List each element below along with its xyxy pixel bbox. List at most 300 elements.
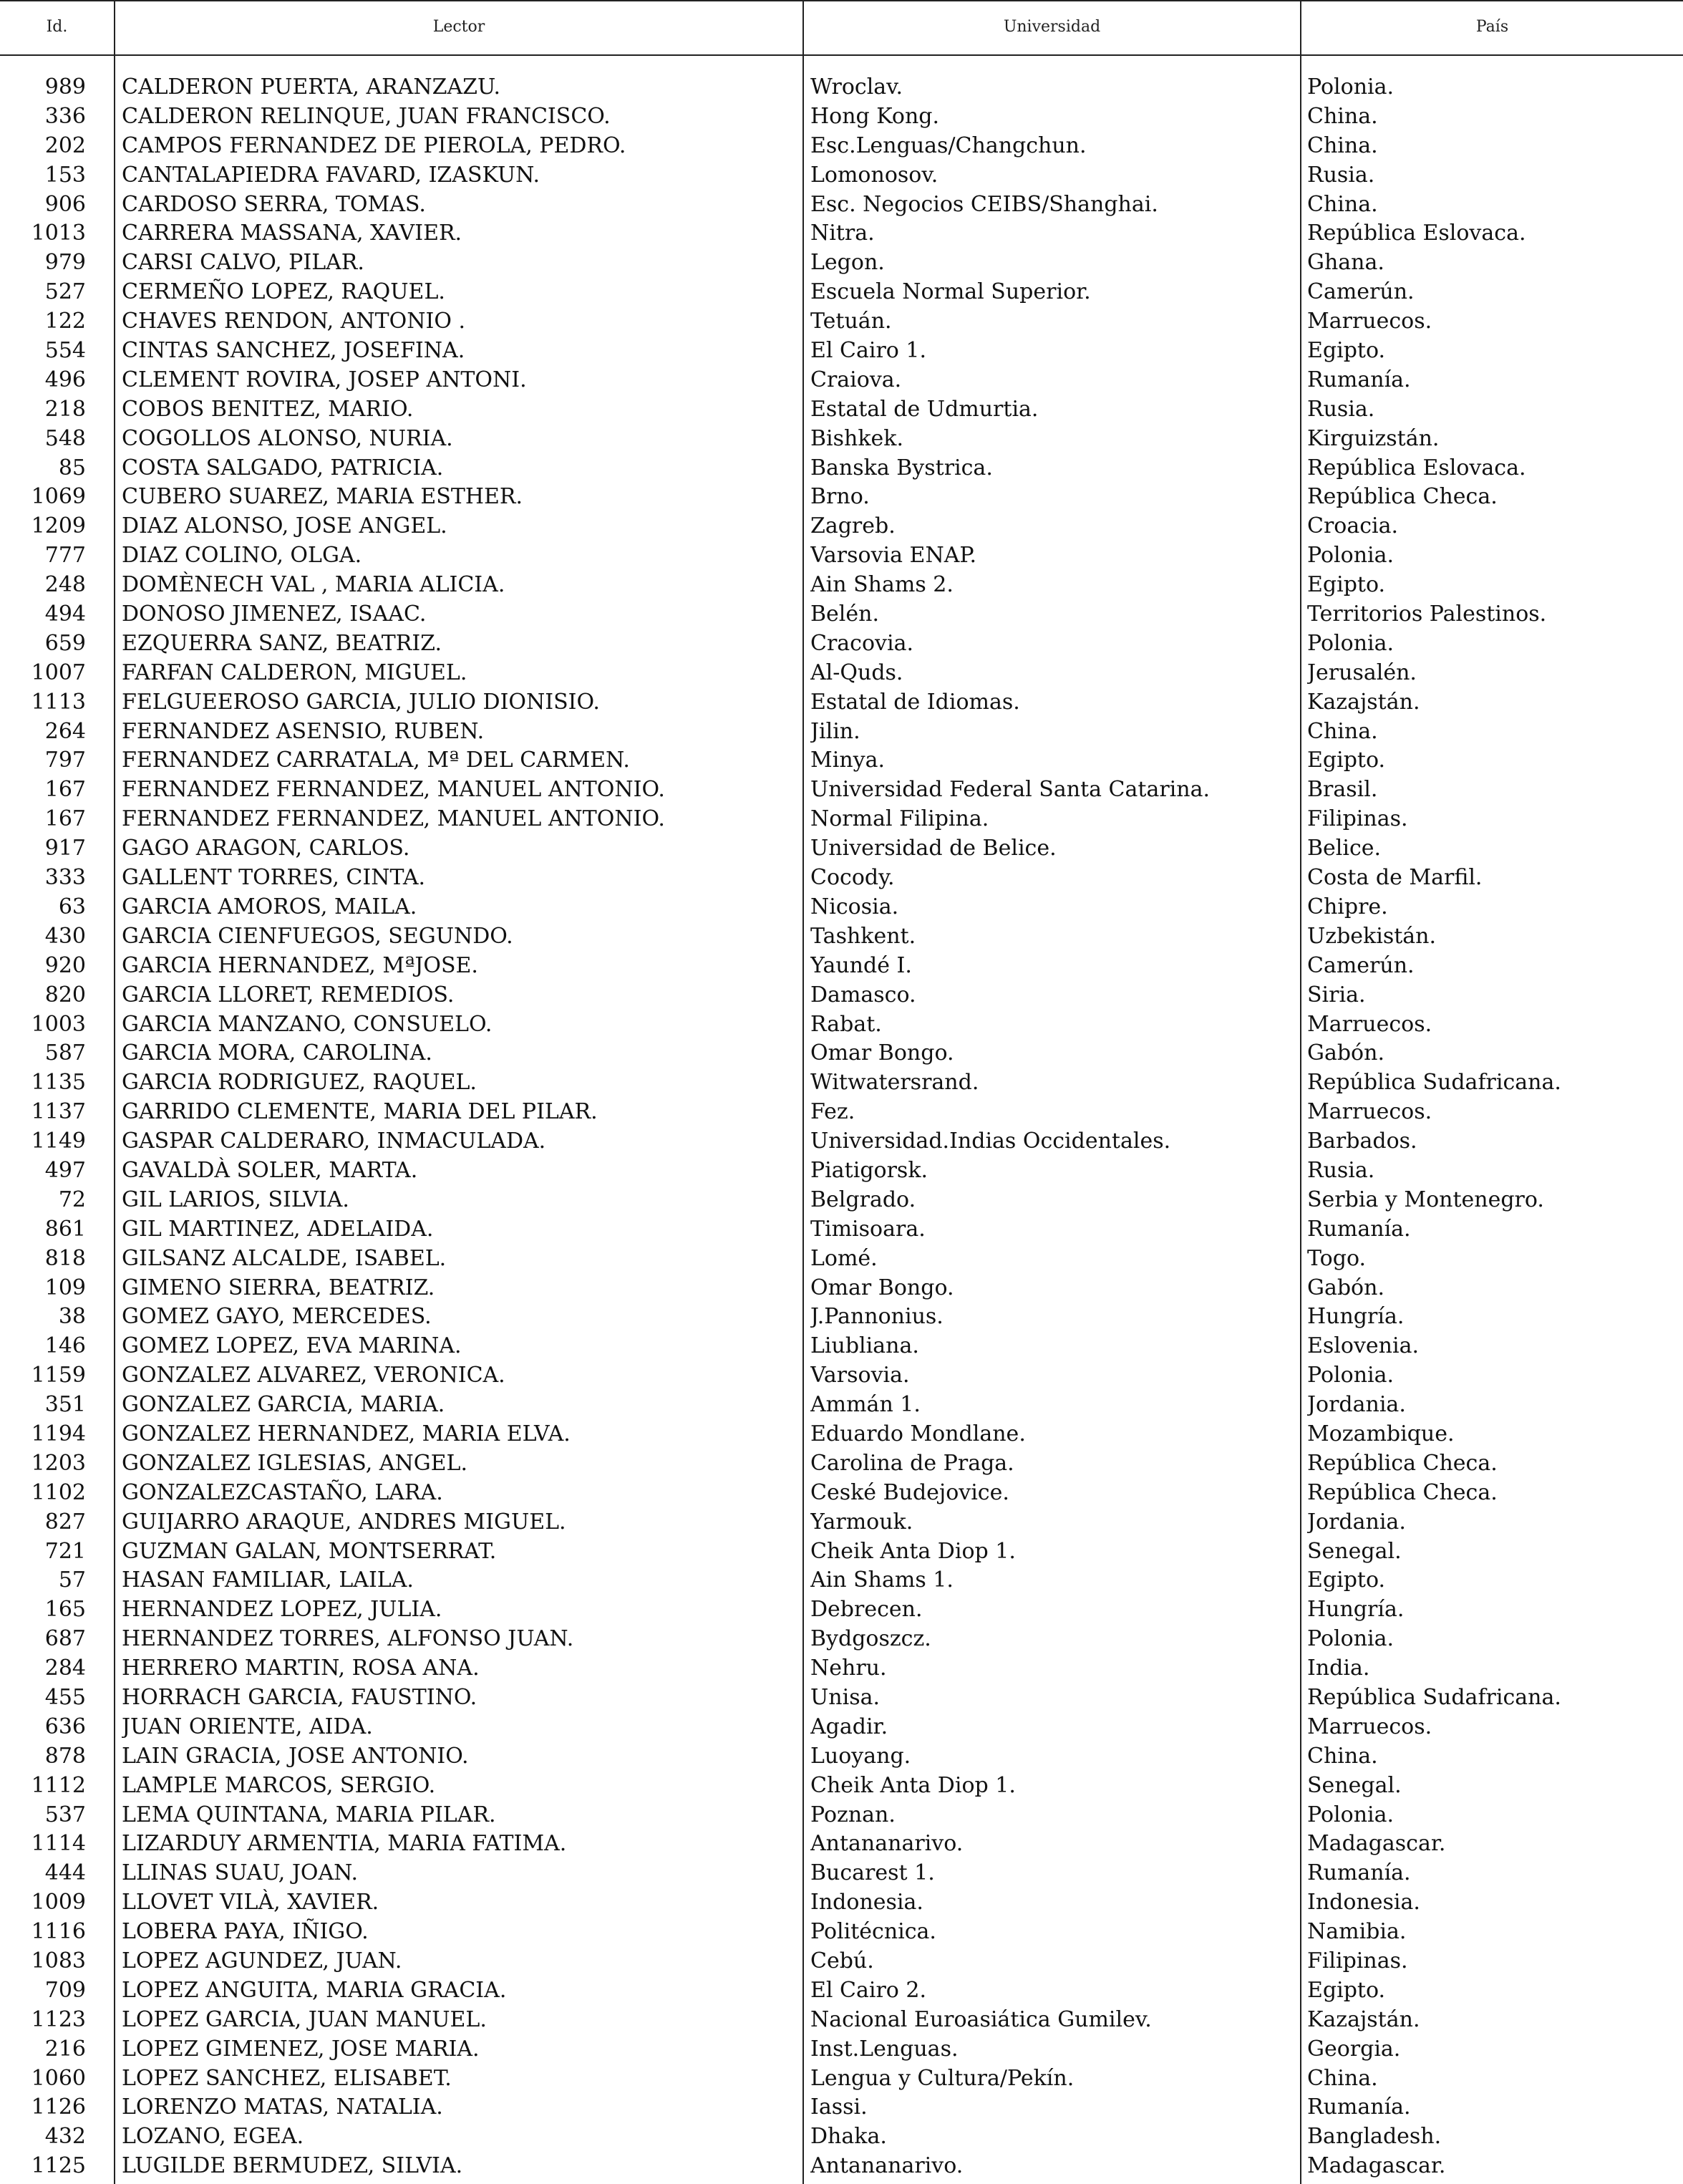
cell-pais: Rumanía. — [1307, 2094, 1411, 2120]
cell-id: 1135 — [31, 1070, 86, 1096]
table-row — [0, 454, 1683, 483]
cell-universidad: Nacional Euroasiática Gumilev. — [810, 2006, 1152, 2032]
cell-universidad: El Cairo 1. — [810, 338, 927, 364]
cell-universidad: Nehru. — [810, 1656, 887, 1681]
cell-id: 820 — [44, 982, 86, 1008]
table-row — [0, 1156, 1683, 1186]
cell-pais: Senegal. — [1307, 1772, 1402, 1798]
cell-lector: CUBERO SUAREZ, MARIA ESTHER. — [122, 484, 523, 510]
table-row — [0, 1479, 1683, 1508]
cell-pais: Madagascar. — [1307, 1831, 1446, 1857]
cell-pais: República Sudafricana. — [1307, 1070, 1561, 1096]
table-row — [0, 1361, 1683, 1391]
cell-id: 72 — [58, 1187, 86, 1212]
table-row — [0, 893, 1683, 922]
cell-universidad: Estatal de Idiomas. — [810, 689, 1020, 715]
table-row — [0, 1391, 1683, 1420]
cell-lector: GASPAR CALDERARO, INMACULADA. — [122, 1129, 546, 1154]
cell-pais: Kirguizstán. — [1307, 425, 1440, 451]
cell-universidad: Bucarest 1. — [810, 1860, 935, 1886]
cell-pais: China. — [1307, 718, 1378, 744]
cell-universidad: Nicosia. — [810, 894, 899, 919]
cell-id: 1203 — [31, 1450, 86, 1476]
cell-pais: República Sudafricana. — [1307, 1684, 1561, 1710]
cell-id: 527 — [44, 279, 86, 305]
cell-id: 777 — [44, 543, 86, 569]
cell-universidad: Omar Bongo. — [810, 1275, 954, 1300]
cell-lector: CALDERON RELINQUE, JUAN FRANCISCO. — [122, 103, 611, 129]
cell-id: 167 — [44, 777, 86, 803]
cell-lector: DIAZ ALONSO, JOSE ANGEL. — [122, 513, 447, 539]
cell-pais: Namibia. — [1307, 1919, 1407, 1945]
cell-lector: GARCIA MORA, CAROLINA. — [122, 1040, 432, 1066]
cell-universidad: Universidad Federal Santa Catarina. — [810, 777, 1211, 803]
cell-pais: China. — [1307, 1743, 1378, 1769]
cell-lector: GOMEZ LOPEZ, EVA MARINA. — [122, 1333, 462, 1359]
cell-universidad: Iassi. — [810, 2094, 868, 2120]
cell-lector: GARCIA MANZANO, CONSUELO. — [122, 1011, 493, 1037]
cell-lector: FELGUEEROSO GARCIA, JULIO DIONISIO. — [122, 689, 600, 715]
cell-id: 1112 — [31, 1772, 86, 1798]
table-body — [0, 73, 1683, 2181]
cell-pais: República Checa. — [1307, 1450, 1498, 1476]
cell-pais: Filipinas. — [1307, 1948, 1408, 1973]
cell-lector: COSTA SALGADO, PATRICIA. — [122, 455, 444, 480]
cell-lector: CHAVES RENDON, ANTONIO . — [122, 309, 466, 334]
table-row — [0, 1566, 1683, 1595]
cell-universidad: Estatal de Udmurtia. — [810, 396, 1039, 422]
header-divider — [0, 54, 1683, 56]
cell-lector: LOZANO, EGEA. — [122, 2124, 304, 2150]
cell-lector: GARCIA HERNANDEZ, MªJOSE. — [122, 952, 478, 978]
table-row — [0, 1830, 1683, 1859]
cell-lector: LEMA QUINTANA, MARIA PILAR. — [122, 1802, 496, 1827]
table-row — [0, 1801, 1683, 1830]
table-row — [0, 483, 1683, 512]
cell-pais: Polonia. — [1307, 1802, 1395, 1827]
cell-lector: GONZALEZ ALVAREZ, VERONICA. — [122, 1363, 505, 1388]
cell-lector: LOPEZ ANGUITA, MARIA GRACIA. — [122, 1977, 507, 2003]
table-row — [0, 688, 1683, 717]
cell-id: 827 — [44, 1509, 86, 1535]
cell-pais: Rusia. — [1307, 162, 1375, 188]
cell-universidad: Omar Bongo. — [810, 1040, 954, 1066]
cell-pais: Senegal. — [1307, 1538, 1402, 1564]
cell-universidad: Tetuán. — [810, 309, 892, 334]
table-row — [0, 1068, 1683, 1098]
cell-id: 1116 — [31, 1919, 86, 1945]
table-row — [0, 1039, 1683, 1068]
cell-pais: China. — [1307, 2065, 1378, 2091]
table-row — [0, 571, 1683, 600]
cell-pais: Filipinas. — [1307, 806, 1408, 832]
cell-universidad: Timisoara. — [810, 1216, 926, 1242]
cell-id: 336 — [44, 103, 86, 129]
cell-pais: Belice. — [1307, 836, 1382, 861]
cell-id: 218 — [44, 396, 86, 422]
table-row — [0, 248, 1683, 278]
cell-id: 906 — [44, 191, 86, 217]
cell-universidad: Liubliana. — [810, 1333, 919, 1359]
header-lector: Lector — [432, 18, 485, 36]
cell-universidad: Wroclav. — [810, 74, 903, 100]
cell-lector: GOMEZ GAYO, MERCEDES. — [122, 1304, 432, 1330]
cell-universidad: Normal Filipina. — [810, 806, 989, 832]
cell-lector: EZQUERRA SANZ, BEATRIZ. — [122, 630, 442, 656]
cell-pais: Jordania. — [1307, 1509, 1406, 1535]
table-row — [0, 307, 1683, 337]
cell-lector: LUGILDE BERMUDEZ, SILVIA. — [122, 2153, 463, 2179]
cell-universidad: Ain Shams 2. — [810, 572, 954, 598]
table-row — [0, 1683, 1683, 1713]
cell-universidad: Banska Bystrica. — [810, 455, 993, 480]
cell-lector: GONZALEZ IGLESIAS, ANGEL. — [122, 1450, 468, 1476]
cell-pais: Kazajstán. — [1307, 2006, 1420, 2032]
cell-id: 202 — [44, 132, 86, 158]
cell-universidad: Craiova. — [810, 367, 902, 392]
cell-universidad: Varsovia ENAP. — [810, 543, 977, 569]
cell-id: 494 — [44, 601, 86, 627]
cell-id: 351 — [44, 1392, 86, 1418]
cell-universidad: Zagreb. — [810, 513, 896, 539]
cell-pais: Territorios Palestinos. — [1307, 601, 1547, 627]
cell-lector: CALDERON PUERTA, ARANZAZU. — [122, 74, 501, 100]
table-row — [0, 1713, 1683, 1742]
cell-id: 284 — [44, 1656, 86, 1681]
table-row — [0, 2122, 1683, 2152]
cell-pais: Ghana. — [1307, 250, 1384, 276]
cell-pais: República Checa. — [1307, 484, 1498, 510]
header-universidad: Universidad — [1003, 18, 1101, 36]
cell-lector: LOPEZ GARCIA, JUAN MANUEL. — [122, 2006, 487, 2032]
cell-id: 721 — [44, 1538, 86, 1564]
cell-id: 1009 — [31, 1890, 86, 1915]
cell-lector: LORENZO MATAS, NATALIA. — [122, 2094, 443, 2120]
cell-universidad: Tashkent. — [810, 923, 916, 949]
table-row — [0, 1332, 1683, 1361]
table-row — [0, 219, 1683, 248]
table-row — [0, 2093, 1683, 2122]
cell-id: 122 — [44, 309, 86, 334]
table-row — [0, 717, 1683, 747]
cell-pais: Mozambique. — [1307, 1421, 1455, 1446]
table-row — [0, 132, 1683, 161]
cell-universidad: Cocody. — [810, 865, 895, 891]
table-row — [0, 1918, 1683, 1947]
cell-id: 38 — [58, 1304, 86, 1330]
cell-universidad: Damasco. — [810, 982, 916, 1008]
cell-universidad: Witwatersrand. — [810, 1070, 979, 1096]
cell-pais: Kazajstán. — [1307, 689, 1420, 715]
cell-pais: Polonia. — [1307, 74, 1395, 100]
cell-id: 920 — [44, 952, 86, 978]
table-row — [0, 1010, 1683, 1040]
cell-lector: LOPEZ GIMENEZ, JOSE MARIA. — [122, 2036, 480, 2062]
cell-pais: Marruecos. — [1307, 1714, 1432, 1739]
table-row — [0, 395, 1683, 425]
cell-pais: Hungría. — [1307, 1304, 1405, 1330]
cell-lector: CAMPOS FERNANDEZ DE PIEROLA, PEDRO. — [122, 132, 626, 158]
cell-id: 57 — [58, 1567, 86, 1593]
cell-id: 430 — [44, 923, 86, 949]
cell-universidad: Luoyang. — [810, 1743, 911, 1769]
cell-pais: Marruecos. — [1307, 1011, 1432, 1037]
table-row — [0, 629, 1683, 659]
cell-pais: Costa de Marfil. — [1307, 865, 1483, 891]
cell-universidad: Ain Shams 1. — [810, 1567, 954, 1593]
cell-pais: Egipto. — [1307, 1567, 1386, 1593]
cell-id: 979 — [44, 250, 86, 276]
cell-lector: CARRERA MASSANA, XAVIER. — [122, 221, 462, 246]
table-row — [0, 366, 1683, 395]
cell-lector: GONZALEZ GARCIA, MARIA. — [122, 1392, 445, 1418]
cell-universidad: Lomonosov. — [810, 162, 938, 188]
header-id: Id. — [46, 18, 68, 36]
cell-id: 333 — [44, 865, 86, 891]
table-row — [0, 1888, 1683, 1918]
cell-universidad: Eduardo Mondlane. — [810, 1421, 1026, 1446]
cell-id: 146 — [44, 1333, 86, 1359]
cell-pais: Marruecos. — [1307, 1099, 1432, 1125]
cell-universidad: Unisa. — [810, 1684, 881, 1710]
table-row — [0, 1303, 1683, 1332]
table-row — [0, 1420, 1683, 1449]
cell-lector: CARSI CALVO, PILAR. — [122, 250, 364, 276]
cell-universidad: Politécnica. — [810, 1919, 936, 1945]
cell-id: 455 — [44, 1684, 86, 1710]
cell-lector: HASAN FAMILIAR, LAILA. — [122, 1567, 414, 1593]
cell-pais: Bangladesh. — [1307, 2124, 1442, 2150]
table-row — [0, 102, 1683, 132]
cell-pais: Siria. — [1307, 982, 1366, 1008]
table-row — [0, 600, 1683, 629]
table-row — [0, 425, 1683, 454]
cell-lector: CLEMENT ROVIRA, JOSEP ANTONI. — [122, 367, 527, 392]
cell-pais: Chipre. — [1307, 894, 1388, 919]
table-row — [0, 746, 1683, 775]
cell-lector: DOMÈNECH VAL , MARIA ALICIA. — [122, 572, 505, 598]
cell-pais: Brasil. — [1307, 777, 1378, 803]
cell-id: 165 — [44, 1597, 86, 1623]
cell-universidad: Legon. — [810, 250, 885, 276]
cell-id: 554 — [44, 338, 86, 364]
table-row — [0, 1508, 1683, 1537]
cell-id: 1069 — [31, 484, 86, 510]
cell-lector: LLOVET VILÀ, XAVIER. — [122, 1890, 379, 1915]
cell-lector: COGOLLOS ALONSO, NURIA. — [122, 425, 453, 451]
table-row — [0, 1654, 1683, 1683]
header-pais: País — [1475, 18, 1509, 36]
cell-lector: GONZALEZ HERNANDEZ, MARIA ELVA. — [122, 1421, 571, 1446]
table-row — [0, 1274, 1683, 1303]
cell-pais: Indonesia. — [1307, 1890, 1420, 1915]
cell-pais: Gabón. — [1307, 1275, 1384, 1300]
cell-pais: Georgia. — [1307, 2036, 1401, 2062]
table-row — [0, 1098, 1683, 1127]
cell-universidad: Minya. — [810, 748, 886, 773]
cell-lector: LLINAS SUAU, JOAN. — [122, 1860, 359, 1886]
cell-id: 1102 — [31, 1479, 86, 1505]
table-row — [0, 922, 1683, 952]
cell-pais: República Checa. — [1307, 1479, 1498, 1505]
table-row — [0, 775, 1683, 805]
table-row — [0, 1186, 1683, 1215]
cell-universidad: Bydgoszcz. — [810, 1626, 931, 1652]
cell-id: 1060 — [31, 2065, 86, 2091]
cell-universidad: Escuela Normal Superior. — [810, 279, 1091, 305]
cell-pais: República Eslovaca. — [1307, 455, 1526, 480]
table-row — [0, 1595, 1683, 1625]
cell-id: 917 — [44, 836, 86, 861]
cell-id: 1209 — [31, 513, 86, 539]
cell-universidad: Bishkek. — [810, 425, 904, 451]
cell-pais: Marruecos. — [1307, 309, 1432, 334]
cell-universidad: Rabat. — [810, 1011, 882, 1037]
cell-id: 659 — [44, 630, 86, 656]
cell-pais: Gabón. — [1307, 1040, 1384, 1066]
table-row — [0, 1215, 1683, 1245]
cell-lector: GAGO ARAGON, CARLOS. — [122, 836, 410, 861]
cell-universidad: Dhaka. — [810, 2124, 887, 2150]
cell-id: 1126 — [31, 2094, 86, 2120]
cell-pais: Jordania. — [1307, 1392, 1406, 1418]
cell-id: 1083 — [31, 1948, 86, 1973]
table-row — [0, 337, 1683, 366]
cell-id: 636 — [44, 1714, 86, 1739]
table-row — [0, 161, 1683, 190]
table-row — [0, 1127, 1683, 1156]
cell-pais: Egipto. — [1307, 748, 1386, 773]
cell-universidad: Hong Kong. — [810, 103, 940, 129]
cell-pais: Rumanía. — [1307, 367, 1411, 392]
cell-universidad: Esc.Lenguas/Changchun. — [810, 132, 1087, 158]
cell-id: 1137 — [31, 1099, 86, 1125]
table-row — [0, 952, 1683, 981]
cell-universidad: Fez. — [810, 1099, 855, 1125]
table-row — [0, 1537, 1683, 1567]
cell-universidad: Carolina de Praga. — [810, 1450, 1014, 1476]
cell-universidad: Esc. Negocios CEIBS/Shanghai. — [810, 191, 1158, 217]
cell-id: 496 — [44, 367, 86, 392]
table-row — [0, 1859, 1683, 1888]
cell-id: 989 — [44, 74, 86, 100]
cell-pais: China. — [1307, 132, 1378, 158]
cell-universidad: Antananarivo. — [810, 1831, 964, 1857]
table-row — [0, 1625, 1683, 1654]
cell-pais: Rumanía. — [1307, 1860, 1411, 1886]
table-header — [0, 0, 1683, 54]
cell-lector: GONZALEZCASTAÑO, LARA. — [122, 1479, 443, 1505]
cell-universidad: Cheik Anta Diop 1. — [810, 1538, 1016, 1564]
table-row — [0, 2006, 1683, 2035]
cell-lector: LOPEZ AGUNDEZ, JUAN. — [122, 1948, 402, 1973]
cell-id: 248 — [44, 572, 86, 598]
cell-id: 1159 — [31, 1363, 86, 1388]
cell-universidad: Varsovia. — [810, 1363, 910, 1388]
cell-id: 709 — [44, 1977, 86, 2003]
cell-lector: LOBERA PAYA, IÑIGO. — [122, 1919, 369, 1945]
cell-universidad: Piatigorsk. — [810, 1157, 928, 1183]
cell-pais: Rusia. — [1307, 1157, 1375, 1183]
cell-id: 1003 — [31, 1011, 86, 1037]
cell-id: 1114 — [31, 1831, 86, 1857]
cell-lector: FERNANDEZ ASENSIO, RUBEN. — [122, 718, 485, 744]
cell-id: 1013 — [31, 221, 86, 246]
cell-id: 587 — [44, 1040, 86, 1066]
cell-lector: LAMPLE MARCOS, SERGIO. — [122, 1772, 436, 1798]
cell-id: 818 — [44, 1245, 86, 1271]
table-row — [0, 2152, 1683, 2181]
cell-pais: Togo. — [1307, 1245, 1367, 1271]
cell-universidad: Poznan. — [810, 1802, 896, 1827]
cell-lector: LOPEZ SANCHEZ, ELISABET. — [122, 2065, 452, 2091]
cell-id: 109 — [44, 1275, 86, 1300]
cell-lector: CINTAS SANCHEZ, JOSEFINA. — [122, 338, 465, 364]
cell-pais: Hungría. — [1307, 1597, 1405, 1623]
cell-pais: Eslovenia. — [1307, 1333, 1419, 1359]
cell-lector: GARRIDO CLEMENTE, MARIA DEL PILAR. — [122, 1099, 598, 1125]
cell-lector: FERNANDEZ CARRATALA, Mª DEL CARMEN. — [122, 748, 630, 773]
cell-id: 797 — [44, 748, 86, 773]
cell-lector: GIMENO SIERRA, BEATRIZ. — [122, 1275, 435, 1300]
cell-pais: China. — [1307, 191, 1378, 217]
cell-lector: GUIJARRO ARAQUE, ANDRES MIGUEL. — [122, 1509, 566, 1535]
cell-lector: GARCIA LLORET, REMEDIOS. — [122, 982, 455, 1008]
cell-lector: GARCIA AMOROS, MAILA. — [122, 894, 417, 919]
cell-id: 1123 — [31, 2006, 86, 2032]
cell-pais: Polonia. — [1307, 1363, 1395, 1388]
cell-universidad: Brno. — [810, 484, 870, 510]
table-row — [0, 805, 1683, 834]
cell-pais: Rusia. — [1307, 396, 1375, 422]
table-row — [0, 864, 1683, 893]
table-row — [0, 190, 1683, 220]
cell-universidad: Cebú. — [810, 1948, 874, 1973]
cell-universidad: Yaundé I. — [810, 952, 912, 978]
cell-universidad: Universidad.Indias Occidentales. — [810, 1129, 1171, 1154]
cell-id: 878 — [44, 1743, 86, 1769]
cell-universidad: J.Pannonius. — [810, 1304, 944, 1330]
cell-lector: FERNANDEZ FERNANDEZ, MANUEL ANTONIO. — [122, 777, 665, 803]
cell-lector: HORRACH GARCIA, FAUSTINO. — [122, 1684, 477, 1710]
table-row — [0, 1947, 1683, 1976]
cell-id: 1113 — [31, 689, 86, 715]
cell-lector: COBOS BENITEZ, MARIO. — [122, 396, 414, 422]
cell-lector: FERNANDEZ FERNANDEZ, MANUEL ANTONIO. — [122, 806, 665, 832]
table-row — [0, 2064, 1683, 2094]
cell-lector: CANTALAPIEDRA FAVARD, IZASKUN. — [122, 162, 540, 188]
cell-id: 153 — [44, 162, 86, 188]
cell-lector: LIZARDUY ARMENTIA, MARIA FATIMA. — [122, 1831, 567, 1857]
cell-id: 548 — [44, 425, 86, 451]
cell-lector: GARCIA CIENFUEGOS, SEGUNDO. — [122, 923, 513, 949]
cell-lector: GAVALDÀ SOLER, MARTA. — [122, 1157, 418, 1183]
cell-lector: HERNANDEZ TORRES, ALFONSO JUAN. — [122, 1626, 574, 1652]
table-row — [0, 73, 1683, 102]
cell-pais: Camerún. — [1307, 279, 1415, 305]
cell-pais: India. — [1307, 1656, 1370, 1681]
cell-lector: DONOSO JIMENEZ, ISAAC. — [122, 601, 427, 627]
cell-pais: Polonia. — [1307, 543, 1395, 569]
cell-universidad: Cheik Anta Diop 1. — [810, 1772, 1016, 1798]
cell-universidad: Inst.Lenguas. — [810, 2036, 959, 2062]
cell-pais: Polonia. — [1307, 630, 1395, 656]
cell-universidad: Agadir. — [810, 1714, 888, 1739]
cell-lector: HERRERO MARTIN, ROSA ANA. — [122, 1656, 480, 1681]
cell-pais: Uzbekistán. — [1307, 923, 1437, 949]
cell-pais: Croacia. — [1307, 513, 1399, 539]
table-row — [0, 2035, 1683, 2064]
